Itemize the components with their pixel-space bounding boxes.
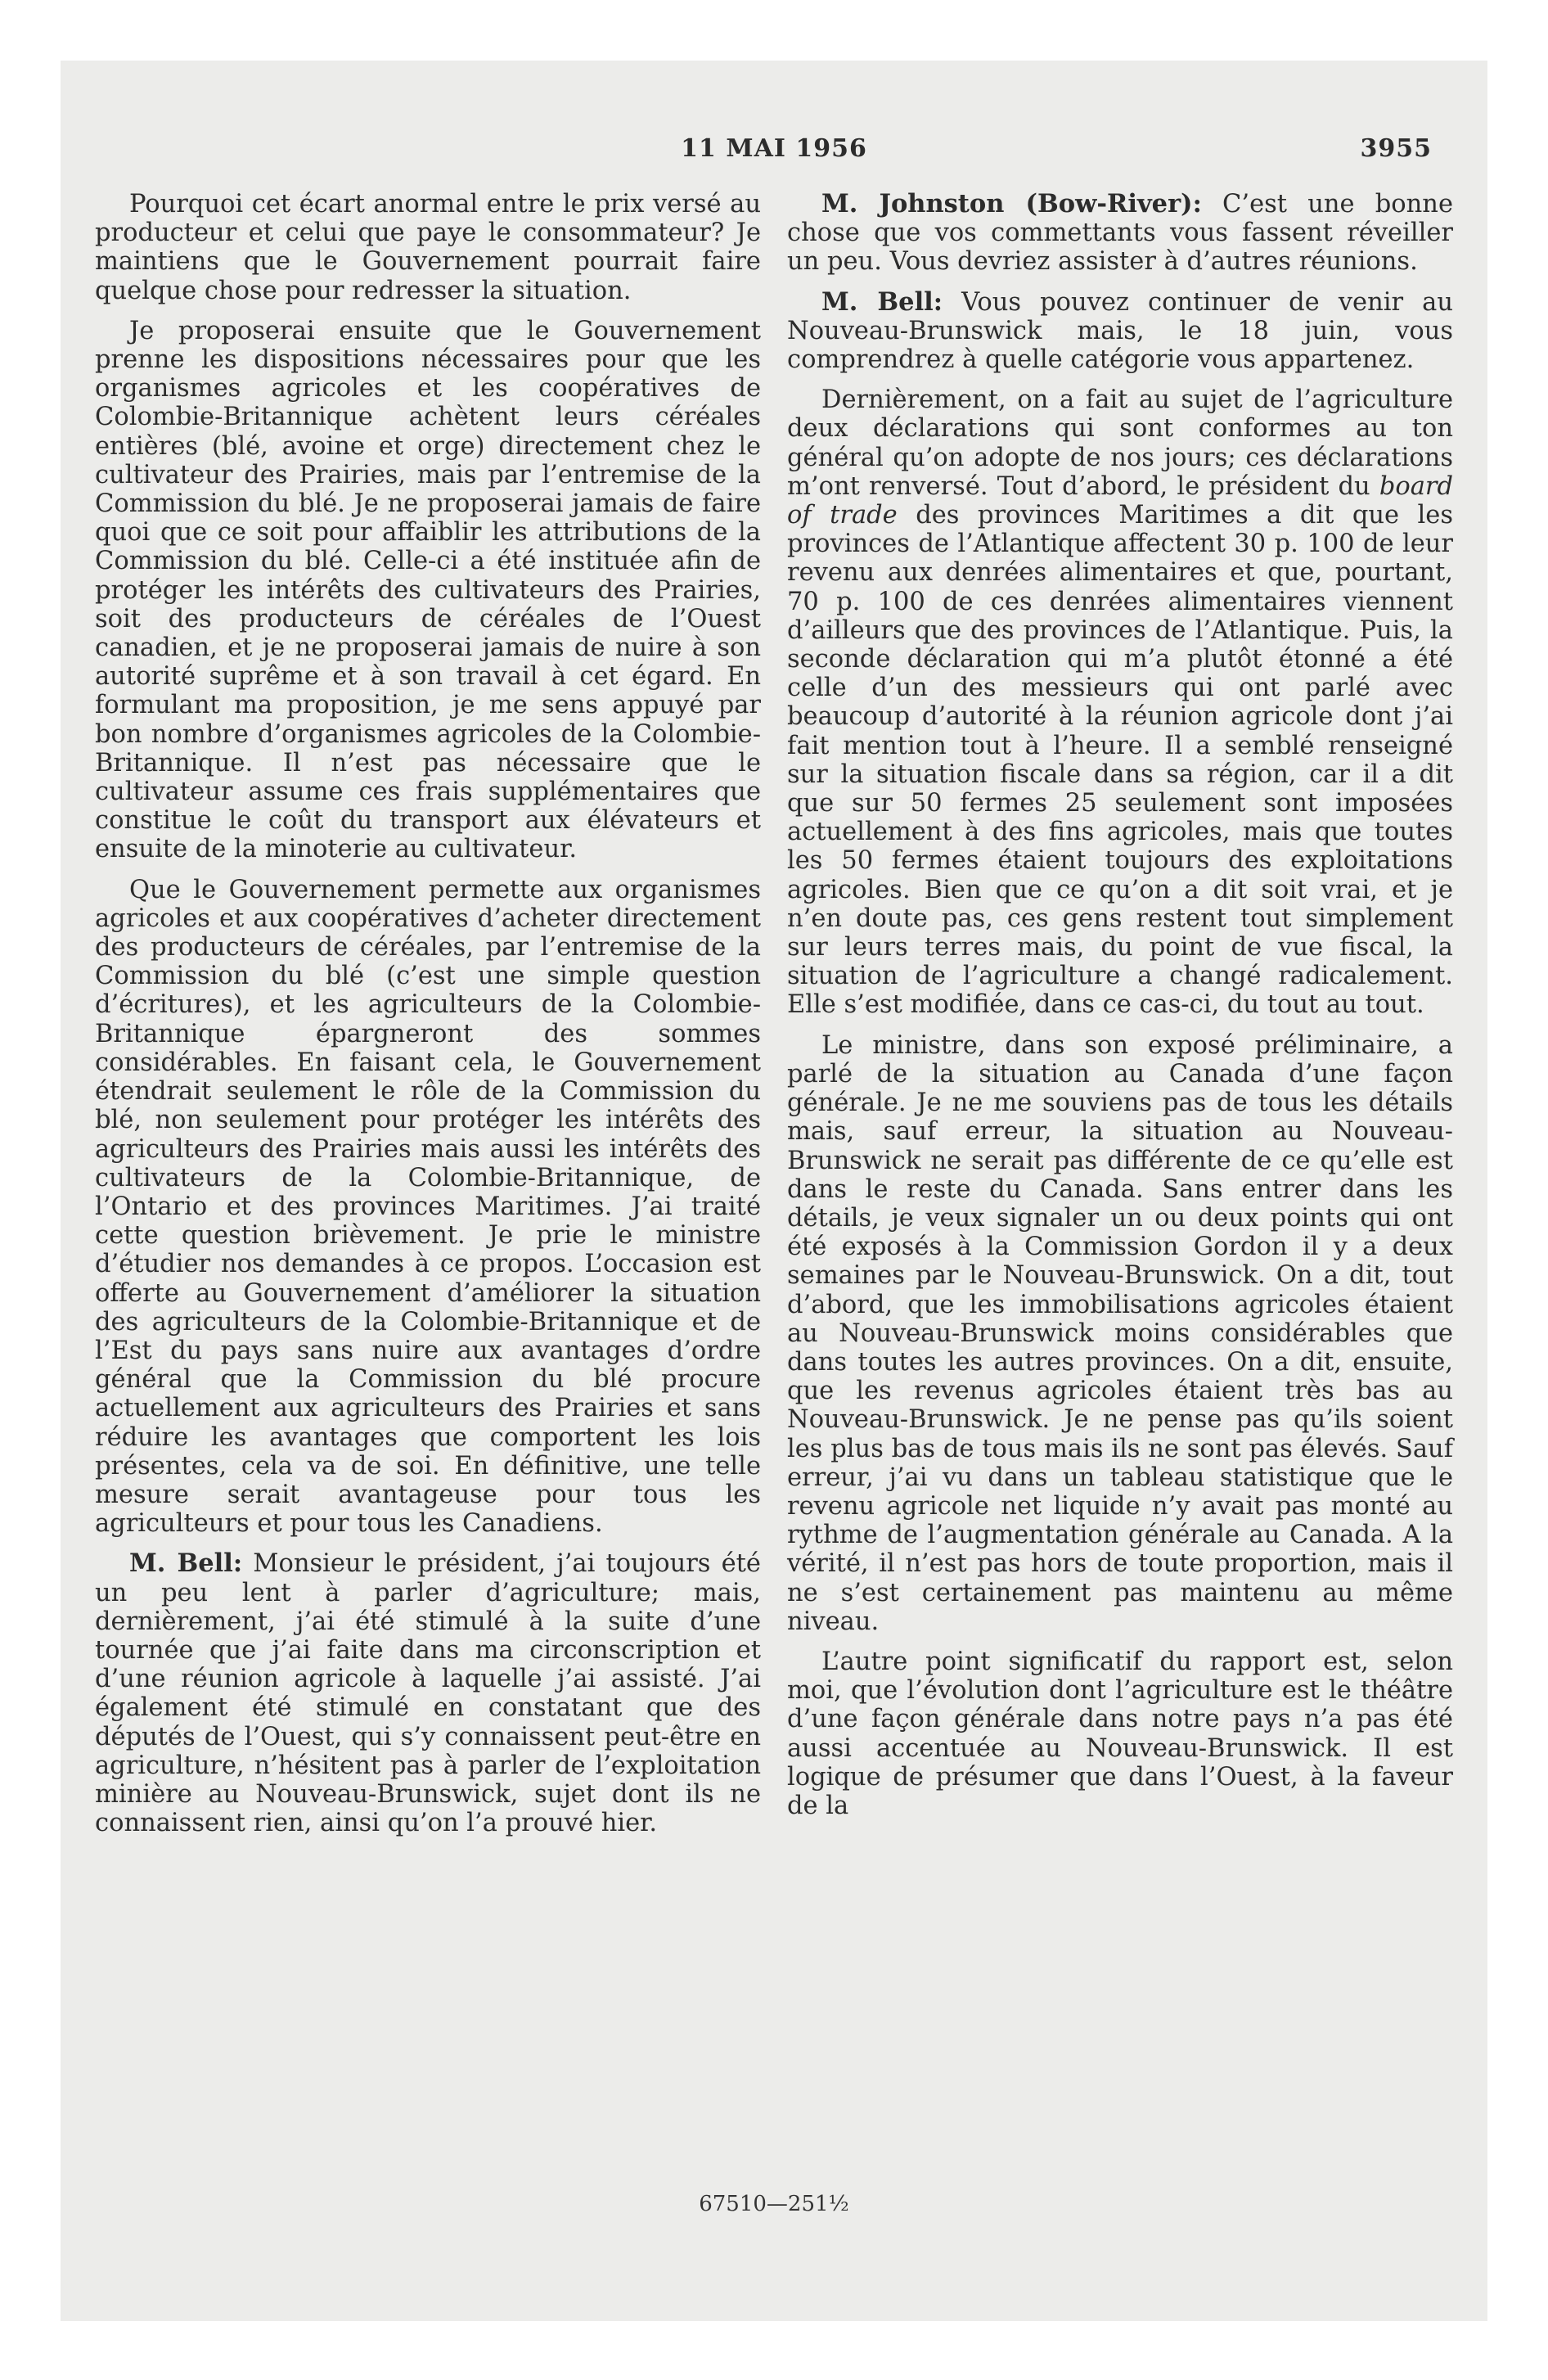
speaker-name: M. Bell: (821, 286, 943, 317)
text-run: Dernièrement, on a fait au sujet de l’agriculture deux déclarations qui sont conformes au ton général qu’on adopte de nos jours; ces déclarations m’ont renversé. Tout d’abord, le président du (787, 385, 1453, 501)
left-column (95, 190, 761, 1849)
scanned-page (61, 61, 1487, 2321)
paragraph: Pourquoi cet écart anormal entre le prix versé au producteur et celui que paye le consommateur? Je maintiens que le Gouvernement pourrait faire quelque chose pour redresser la situation. (95, 190, 761, 305)
speaker-name: M. Johnston (Bow-River): (821, 189, 1202, 219)
speech-paragraph (787, 288, 1453, 375)
hansard-page (61, 61, 1487, 2321)
speech-paragraph (787, 190, 1453, 277)
italic-term: board of trade (787, 471, 1453, 530)
paragraph: Que le Gouvernement permette aux organismes agricoles et aux coopératives d’acheter directement des producteurs de céréales, par l’entremise de la Commission du blé (c’est une simple question d’écritures), et les agriculteurs de la Colombie-Britannique épargneront des sommes considérables. En faisant cela, le Gouvernement étendrait seulement le rôle de la Commission du blé, non seulement pour protéger les intérêts des agriculteurs des Prairies mais aussi les intérêts des cultivateurs de la Colombie-Britannique, de l’Ontario et des provinces Maritimes. J’ai traité cette question brièvement. Je prie le ministre d’étudier nos demandes à ce propos. L’occasion est offerte au Gouvernement d’améliorer la situation des agriculteurs de la Colombie-Britannique et de l’Est du pays sans nuire aux avantages d’ordre général que la Commission du blé procure actuellement aux agriculteurs des Prairies et sans réduire les avantages que comportent les lois présentes, cela va de soi. En définitive, une telle mesure serait avantageuse pour tous les agriculteurs et pour tous les Canadiens. (95, 875, 761, 1539)
page-header (61, 134, 1487, 167)
paragraph (787, 385, 1453, 1019)
speech-paragraph (95, 1549, 761, 1837)
paragraph: L’autre point significatif du rapport est, selon moi, que l’évolution dont l’agriculture est le théâtre d’une façon générale dans notre pays n’a pas été aussi accentuée au Nouveau-Brunswick. Il est logique de présumer que dans l’Ouest, à la faveur de la (787, 1647, 1453, 1820)
page-number: 3955 (1360, 134, 1432, 163)
speech-text: Vous pouvez continuer de venir au Nouveau-Brunswick mais, le 18 juin, vous comprendrez à quelle catégorie vous appartenez. (787, 287, 1453, 375)
paragraph: Le ministre, dans son exposé préliminaire, a parlé de la situation au Canada d’une façon générale. Je ne me souviens pas de tous les détails mais, sauf erreur, la situation au Nouveau-Brunswick ne serait pas différente de ce qu’elle est dans le reste du Canada. Sans entrer dans les détails, je veux signaler un ou deux points qui ont été exposés à la Commission Gordon il y a deux semaines par le Nouveau-Brunswick. On a dit, tout d’abord, que les immobilisations agricoles étaient au Nouveau-Brunswick moins considérables que dans toutes les autres provinces. On a dit, ensuite, que les revenus agricoles étaient très bas au Nouveau-Brunswick. Je ne pense pas qu’ils soient les plus bas de tous mais ils ne sont pas élevés. Sauf erreur, j’ai vu dans un tableau statistique que le revenu agricole net liquide n’y avait pas monté au rythme de l’augmentation générale au Canada. A la vérité, il n’est pas hors de toute proportion, mais il ne s’est certainement pas maintenu au même niveau. (787, 1030, 1453, 1636)
header-date: 11 MAI 1956 (681, 134, 867, 163)
speech-text: Monsieur le président, j’ai toujours été un peu lent à parler d’agriculture; mais, dernièrement, j’ai été stimulé à la suite d’une tournée que j’ai faite dans ma circonscription et d’une réunion agricole à laquelle j’ai assisté. J’ai également été stimulé en constatant que des députés de l’Ouest, qui s’y connaissent peut-être en agriculture, n’hésitent pas à parler de l’exploitation minière au Nouveau-Brunswick, sujet dont ils ne connaissent rien, ainsi qu’on l’a prouvé hier. (95, 1549, 761, 1838)
paragraph: Je proposerai ensuite que le Gouvernement prenne les dispositions nécessaires pour que les organismes agricoles et les coopératives de Colombie-Britannique achètent leurs céréales entières (blé, avoine et orge) directement chez le cultivateur des Prairies, mais par l’entremise de la Commission du blé. Je ne proposerai jamais de faire quoi que ce soit pour affaiblir les attributions de la Commission du blé. Celle-ci a été instituée afin de protéger les intérêts des cultivateurs des Prairies, soit des producteurs de céréales de l’Ouest canadien, et je ne proposerai jamais de nuire à son autorité suprême et à son travail à cet égard. En formulant ma proposition, je me sens appuyé par bon nombre d’organismes agricoles de la Colombie-Britannique. Il n’est pas nécessaire que le cultivateur assume ces frais supplémentaires que constitue le coût du transport aux élévateurs et ensuite de la minoterie au cultivateur. (95, 316, 761, 864)
speech-text: C’est une bonne chose que vos commettants vous fassent réveiller un peu. Vous devriez assister à d’autres réunions. (787, 190, 1453, 277)
right-column (787, 190, 1453, 1832)
speaker-name: M. Bell: (129, 1548, 243, 1579)
text-run: des provinces Maritimes a dit que les provinces de l’Atlantique affectent 30 p. 100 de leur revenu aux denrées alimentaires et que, pourtant, 70 p. 100 de ces denrées alimentaires viennent d’ailleurs que des provinces de l’Atlantique. Puis, la seconde déclaration qui m’a plutôt étonné a été celle d’un des messieurs qui ont parlé avec beaucoup d’autorité à la réunion agricole dont j’ai fait mention tout à l’heure. Il a semblé renseigné sur la situation fiscale dans sa région, car il a dit que sur 50 fermes 25 seulement sont imposées actuellement à des fins agricoles, mais que toutes les 50 fermes étaient toujours des exploitations agricoles. Bien que ce qu’on a dit soit vrai, et je n’en doute pas, ces gens restent tout simplement sur leurs terres mais, du point de vue fiscal, la situation de l’agriculture a changé radicalement. Elle s’est modifiée, dans ce cas-ci, du tout au tout. (787, 501, 1453, 1020)
print-code: 67510—251½ (699, 2192, 849, 2216)
